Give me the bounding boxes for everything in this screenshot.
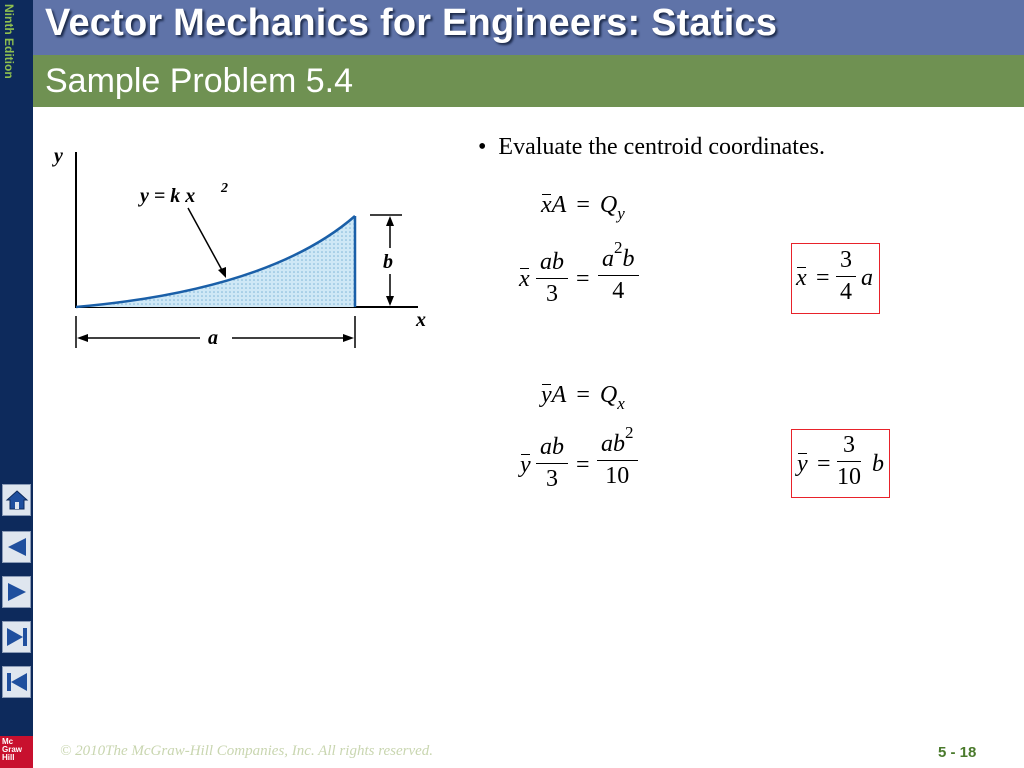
bullet-marker: • <box>478 134 487 160</box>
bullet-text <box>478 134 825 161</box>
next-slide-button[interactable] <box>2 576 31 608</box>
bullet-sentence: Evaluate the centroid coordinates. <box>498 134 825 160</box>
next-icon <box>5 580 29 604</box>
home-button[interactable] <box>2 484 31 516</box>
slide-title: Vector Mechanics for Engineers: Statics <box>45 2 778 44</box>
shaded-area <box>76 216 355 307</box>
previous-icon <box>5 535 29 559</box>
home-icon <box>5 488 29 512</box>
last-icon <box>5 625 29 649</box>
first-icon <box>5 670 29 694</box>
first-slide-button[interactable] <box>2 666 31 698</box>
equation-3: yA = $Q_x$ <box>541 382 625 413</box>
last-slide-button[interactable] <box>2 621 31 653</box>
area-diagram <box>40 130 440 360</box>
mcgraw-hill-logo: Mc Graw Hill <box>0 736 33 768</box>
result-box-xbar: x = 3 4 a <box>791 243 880 314</box>
height-label: b <box>383 251 393 273</box>
previous-slide-button[interactable] <box>2 531 31 563</box>
copyright-footer: © 2010The McGraw-Hill Companies, Inc. All rights reserved. <box>60 743 434 759</box>
y-axis-label: y <box>54 145 63 167</box>
x-axis-label: x <box>416 309 426 331</box>
width-label: a <box>208 327 218 349</box>
result-box-ybar: y = 3 10 b <box>791 429 890 498</box>
curve-exponent: 2 <box>221 181 228 196</box>
slide-subtitle: Sample Problem 5.4 <box>45 62 354 100</box>
page-number: 5 - 18 <box>938 744 977 761</box>
navigation-sidebar <box>0 0 33 768</box>
curve-equation-label: y = k x <box>140 185 196 207</box>
edition-label: Ninth Edition <box>2 4 16 79</box>
equation-1: xA = $Q_y$ <box>541 192 625 223</box>
